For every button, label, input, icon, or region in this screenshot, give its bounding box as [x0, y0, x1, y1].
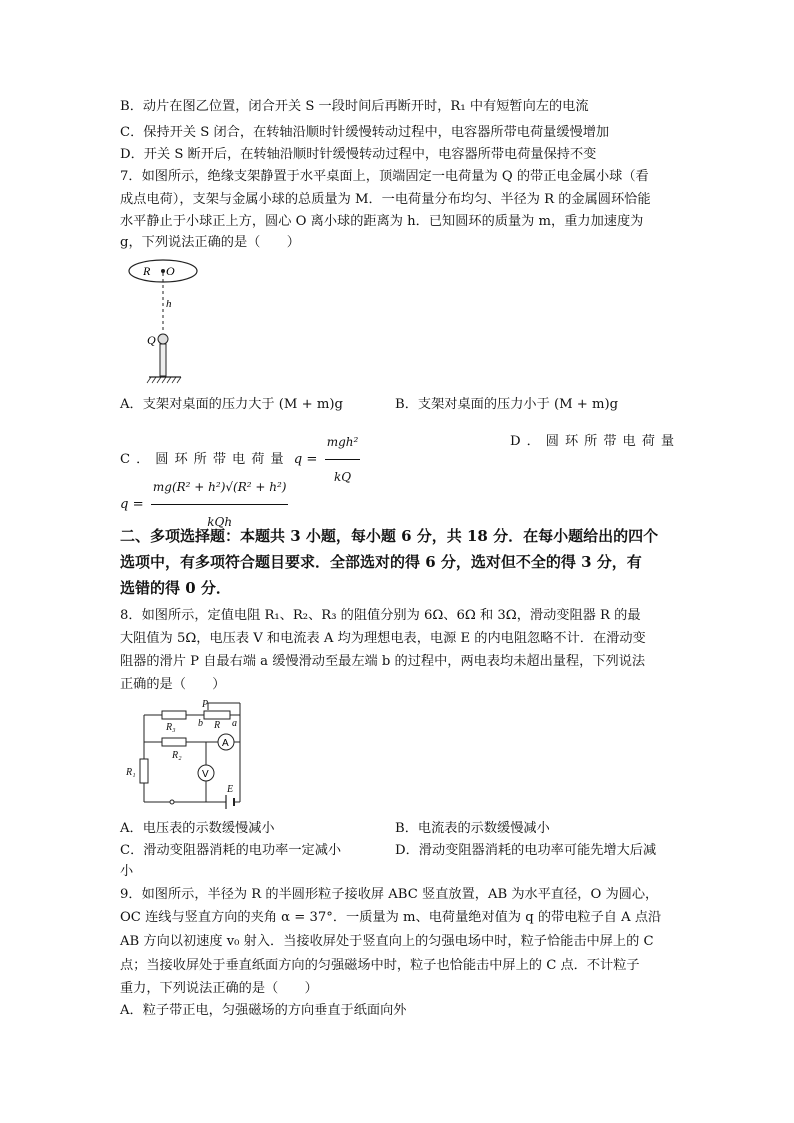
q7-c-denominator: kQ — [333, 470, 352, 484]
q7-option-a: A．支架对桌面的压力大于 (M + m)g — [120, 397, 343, 412]
section-heading: 选项中，有多项符合题目要求．全部选对的得 6 分，选对但不全的得 3 分，有 — [120, 553, 642, 571]
q7-stem-line: g，下列说法正确的是（ ） — [120, 235, 300, 250]
q8-stem-line: 8．如图所示，定值电阻 R₁、R₂、R₃ 的阻值分别为 6Ω、6Ω 和 3Ω，滑动变阻器 R 的最 — [120, 608, 641, 623]
fig-label-R: R — [143, 264, 151, 278]
fig-label-R: R — [214, 720, 221, 731]
fig-label-Q: Q — [147, 333, 156, 347]
fig-label-a: a — [232, 718, 237, 729]
q7-option-b: B．支架对桌面的压力小于 (M + m)g — [395, 397, 619, 412]
q6-option-d: D．开关 S 断开后，在转轴沿顺时针缓慢转动过程中，电容器所带电荷量保持不变 — [120, 147, 597, 162]
q7-stem-line: 成点电荷），支架与金属小球的总质量为 M．一电荷量分布均匀、半径为 R 的金属圆环恰能 — [120, 192, 651, 207]
q8-option-b: B．电流表的示数缓慢减小 — [395, 821, 550, 836]
q9-stem-line: AB 方向以初速度 v₀ 射入．当接收屏处于竖直向上的匀强电场中时，粒子恰能击中屏上的 C — [120, 934, 654, 949]
q7-ring-figure — [125, 255, 215, 390]
q9-option-a: A．粒子带正电，匀强磁场的方向垂直于纸面向外 — [120, 1003, 407, 1018]
q8-option-c: C．滑动变阻器消耗的电功率一定减小 — [120, 843, 342, 858]
fig-label-P: P — [202, 699, 209, 710]
q9-stem-line: 重力，下列说法正确的是（ ） — [120, 981, 318, 996]
q8-option-d: D．滑动变阻器消耗的电功率可能先增大后减 — [395, 843, 657, 858]
q9-stem-line: OC 连线与竖直方向的夹角 α = 37°．一质量为 m、电荷量绝对值为 q 的带电粒子自 A 点沿 — [120, 910, 662, 925]
section-heading: 选错的得 0 分． — [120, 579, 231, 597]
q7-d-numerator: mg(R² + h²)√(R² + h²) — [151, 470, 289, 505]
q7-option-c-fraction — [325, 425, 361, 494]
q7-stem-line: 7．如图所示，绝缘支架静置于水平桌面上，顶端固定一电荷量为 Q 的带正电金属小球（看 — [120, 169, 649, 184]
q6-option-b: B．动片在图乙位置，闭合开关 S 一段时间后再断开时，R₁ 中有短暂向左的电流 — [120, 99, 589, 114]
q7-option-d-label: D．圆环所带电荷量 — [510, 434, 681, 449]
q8-option-a: A．电压表的示数缓慢减小 — [120, 821, 275, 836]
fig-label-V: V — [202, 769, 209, 780]
fig-label-A: A — [222, 738, 229, 749]
q8-circuit-figure — [122, 697, 252, 809]
fig-label-R1: R₁ — [126, 767, 136, 778]
q8-option-d-wrap: 小 — [120, 864, 134, 879]
fig-label-E: E — [227, 784, 234, 795]
q6-option-c: C．保持开关 S 闭合，在转轴沿顺时针缓慢转动过程中，电容器所带电荷量缓慢增加 — [120, 125, 610, 140]
fig-label-O: O — [166, 264, 175, 278]
q7-stem-line: 水平静止于小球正上方，圆心 O 离小球的距离为 h．已知圆环的质量为 m，重力加速度为 — [120, 214, 644, 229]
fig-label-b: b — [198, 718, 203, 729]
q9-stem-line: 点；当接收屏处于垂直纸面方向的匀强磁场中时，粒子也恰能击中屏上的 C 点．不计粒子 — [120, 958, 640, 973]
q8-stem-line: 阻器的滑片 P 自最右端 a 缓慢滑动至最左端 b 的过程中，两电表均未超出量程，下列说法 — [120, 654, 646, 669]
q7-option-d-q: q = — [120, 497, 144, 512]
q7-d-denominator: kQh — [207, 515, 233, 529]
q7-option-c-q: q = — [293, 452, 318, 467]
q8-stem-line: 正确的是（ ） — [120, 677, 226, 692]
q7-option-c-text: C．圆环所带电荷量 — [120, 452, 290, 467]
fig-label-R3: R₃ — [166, 722, 176, 733]
fig-label-R2: R₂ — [172, 750, 182, 761]
q7-option-d-text — [510, 432, 680, 452]
q9-stem-line: 9．如图所示，半径为 R 的半圆形粒子接收屏 ABC 竖直放置，AB 为水平直径，O 为圆心， — [120, 887, 659, 902]
section-heading: 二、多项选择题：本题共 3 小题，每小题 6 分，共 18 分．在每小题给出的四个 — [120, 527, 659, 545]
q7-c-numerator: mgh² — [325, 425, 361, 460]
q8-stem-line: 大阻值为 5Ω，电压表 V 和电流表 A 均为理想电表，电源 E 的内电阻忽略不计．在滑动变 — [120, 631, 646, 646]
fig-label-h: h — [166, 298, 172, 310]
